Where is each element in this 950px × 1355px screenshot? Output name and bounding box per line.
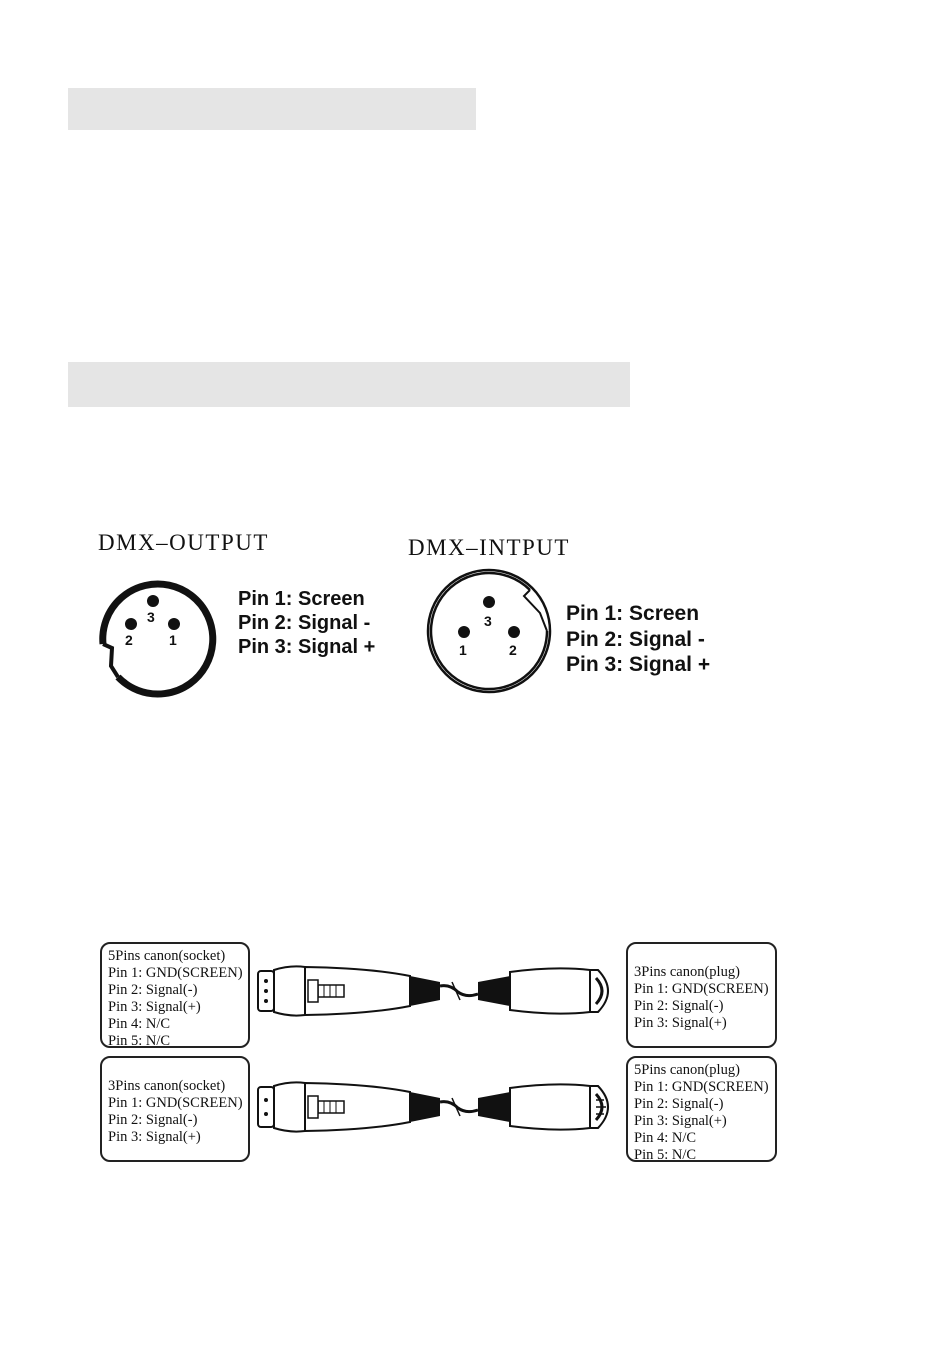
xlr-output-socket-icon <box>103 584 213 694</box>
pin-assignment: Pin 2: Signal - <box>566 627 705 651</box>
dmx-output-title: DMX–OUTPUT <box>98 530 269 555</box>
pin-assignment: Pin 2: Signal - <box>238 612 371 634</box>
pin-assignment: Pin 3: Signal + <box>238 636 376 658</box>
dmx-input-pin-list <box>566 603 710 680</box>
callout-line: Pin 1: GND(SCREEN) <box>108 965 243 981</box>
callout-line: Pin 2: Signal(-) <box>108 982 198 998</box>
callout-line: Pin 4: N/C <box>634 1130 697 1146</box>
pin-number-label: 2 <box>509 642 517 658</box>
dmx-input-title: DMX–INTPUT <box>408 535 570 560</box>
callout-line: Pin 1: GND(SCREEN) <box>634 1079 769 1095</box>
pin-dot <box>483 596 495 608</box>
callout-line: Pin 1: GND(SCREEN) <box>108 1095 243 1111</box>
callout-line: Pin 2: Signal(-) <box>634 998 724 1014</box>
adapter1-right-callout <box>626 942 777 1048</box>
pin-assignment: Pin 1: Screen <box>238 588 365 610</box>
xlr-input-plug-icon <box>428 570 550 692</box>
callout-line: Pin 3: Signal(+) <box>108 999 201 1015</box>
callout-line: Pin 2: Signal(-) <box>108 1112 198 1128</box>
pin-dot <box>508 626 520 638</box>
pin-number-label: 1 <box>169 632 177 648</box>
pin-dot <box>147 595 159 607</box>
callout-line: Pin 3: Signal(+) <box>108 1129 201 1145</box>
pin-dot <box>458 626 470 638</box>
xlr-adapter-cable-icon <box>258 966 608 1015</box>
callout-line: Pin 5: N/C <box>634 1147 697 1163</box>
pin-dot <box>168 618 180 630</box>
adapter2-left-callout <box>100 1056 250 1162</box>
callout-line: 3Pins canon(socket) <box>108 1078 226 1094</box>
pin-assignment: Pin 3: Signal + <box>566 653 711 676</box>
callout-line: Pin 3: Signal(+) <box>634 1015 727 1031</box>
pin-assignment: Pin 1: Screen <box>566 602 700 625</box>
pin-number-label: 3 <box>484 613 492 629</box>
pin-number-label: 2 <box>125 632 133 648</box>
callout-line: Pin 2: Signal(-) <box>634 1096 724 1112</box>
xlr-adapter-cable-icon <box>258 1082 608 1131</box>
callout-line: Pin 4: N/C <box>108 1016 171 1032</box>
adapter1-left-callout <box>100 942 250 1048</box>
callout-line: 3Pins canon(plug) <box>634 964 740 980</box>
callout-line: 5Pins canon(socket) <box>108 948 226 964</box>
pin-number-label: 1 <box>459 642 467 658</box>
pin-dot <box>125 618 137 630</box>
pin-number-label: 3 <box>147 609 155 625</box>
dmx-output-pin-list <box>238 589 375 661</box>
adapter2-right-callout <box>626 1056 777 1162</box>
callout-line: 5Pins canon(plug) <box>634 1062 740 1078</box>
callout-line: Pin 3: Signal(+) <box>634 1113 727 1129</box>
callout-line: Pin 1: GND(SCREEN) <box>634 981 769 997</box>
callout-line: Pin 5: N/C <box>108 1033 171 1049</box>
